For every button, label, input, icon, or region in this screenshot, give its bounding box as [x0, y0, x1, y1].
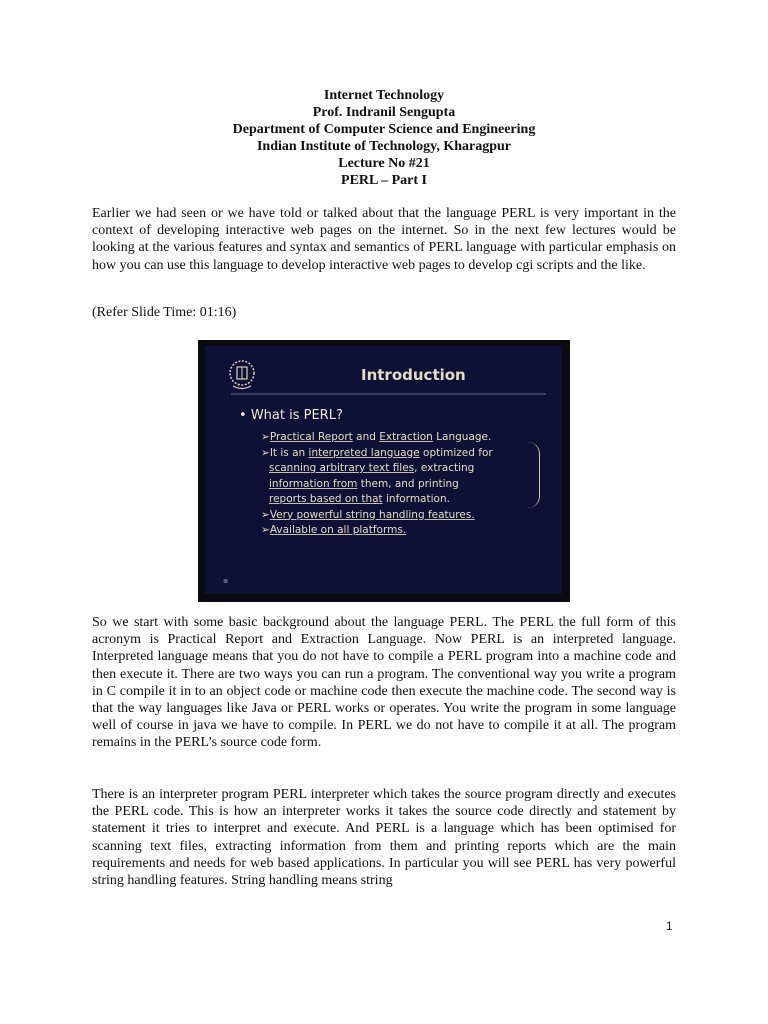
- bullet-2-line-2-a: scanning arbitrary text files: [269, 462, 415, 474]
- slide-time-reference: (Refer Slide Time: 01:16): [92, 305, 237, 320]
- slide-question: • What is PERL?: [239, 408, 343, 423]
- slide-background: [205, 346, 562, 594]
- bullet-1-text-c: Extraction: [379, 431, 433, 443]
- slide-bullet-2-line-3: [261, 477, 551, 493]
- paragraph-interpreter: There is an interpreter program PERL interpreter which takes the source program directly and executes the PERL code. This is how an interpreter works it takes the source code directly and statement by statement it tries to interpret and execute. And PERL is a language which has been optimised for scanning text files, extracting information from them and printing reports which are the main requirements and needs for web based applications. In particular you will see PERL has very powerful string handling features. String handling means string: [92, 787, 676, 889]
- slide-bullet-2-line-2: [261, 461, 551, 477]
- annotation-brace: [525, 442, 540, 508]
- paragraph-background: So we start with some basic background about the language PERL. The PERL the full form of this acronym is Practical Report and Extraction Language. Now PERL is an interpreted language. Interpreted language means that you do not have to compile a PERL program into a machine code and then execute it. There are two ways you can run a program. The conventional way you write a program in C compile it in to an object code or machine code then execute the machine code. The second way is that the way languages like Java or PERL works or operates. You write the program in some language well of course in java we have to compile. In PERL we do not have to compile it at all. The program remains in the PERL’s source code form.: [92, 615, 676, 751]
- bullet-2-text-a: It is an: [269, 446, 309, 459]
- document-header: [92, 87, 676, 189]
- bullet-2-line-4-b: information.: [382, 493, 450, 505]
- course-title: Internet Technology: [323, 88, 445, 103]
- slide-bullet-2: ➢It is an interpreted language optimized for: [261, 446, 493, 459]
- bullet-4-text: Available on all platforms.: [269, 524, 407, 536]
- slide-divider: [231, 393, 546, 395]
- department: Department of Computer Science and Engineering: [232, 122, 536, 137]
- iit-logo-icon: [227, 358, 257, 392]
- slide-bullet-1: ➢Practical Report and Extraction Language.: [261, 431, 492, 443]
- slide-image: [198, 340, 570, 602]
- slide-bullet-3: ➢Very powerful string handling features.: [261, 508, 475, 521]
- slide-bullet-list: [261, 430, 551, 539]
- slide-corner-mark: ▪: [223, 576, 229, 585]
- slide-question-text: What is PERL?: [250, 408, 343, 423]
- institute: Indian Institute of Technology, Kharagpur: [256, 139, 511, 154]
- paragraph-intro: Earlier we had seen or we have told or talked about that the language PERL is very important in the context of developing interactive web pages on the internet. So in the next few lectures would be looking at the various features and syntax and semantics of PERL language with particular emphasis on how you can use this language to develop interactive web pages to develop cgi scripts and the like.: [92, 206, 676, 273]
- bullet-2-line-2-b: , extracting: [414, 462, 475, 474]
- slide-bullet-2-line-4: [261, 492, 551, 508]
- bullet-3-text: Very powerful string handling features.: [269, 508, 475, 521]
- lecture-number: Lecture No #21: [338, 156, 430, 171]
- professor-name: Prof. Indranil Sengupta: [312, 105, 456, 120]
- bullet-1-text-b: and: [352, 431, 380, 443]
- slide-bullet-4: ➢Available on all platforms.: [261, 524, 407, 536]
- slide-title: Introduction: [361, 366, 466, 384]
- lecture-title: PERL – Part I: [341, 173, 427, 188]
- bullet-2-text-b: interpreted language: [308, 446, 420, 459]
- bullet-1-text-a: Practical Report: [269, 431, 353, 443]
- bullet-2-line-3-a: information from: [269, 477, 358, 490]
- bullet-2-text-c: optimized for: [419, 446, 493, 459]
- page-number: 1: [666, 919, 673, 933]
- bullet-2-line-4-a: reports based on that: [269, 493, 383, 505]
- bullet-1-text-d: Language.: [432, 431, 492, 443]
- bullet-2-line-3-b: them, and printing: [357, 477, 459, 490]
